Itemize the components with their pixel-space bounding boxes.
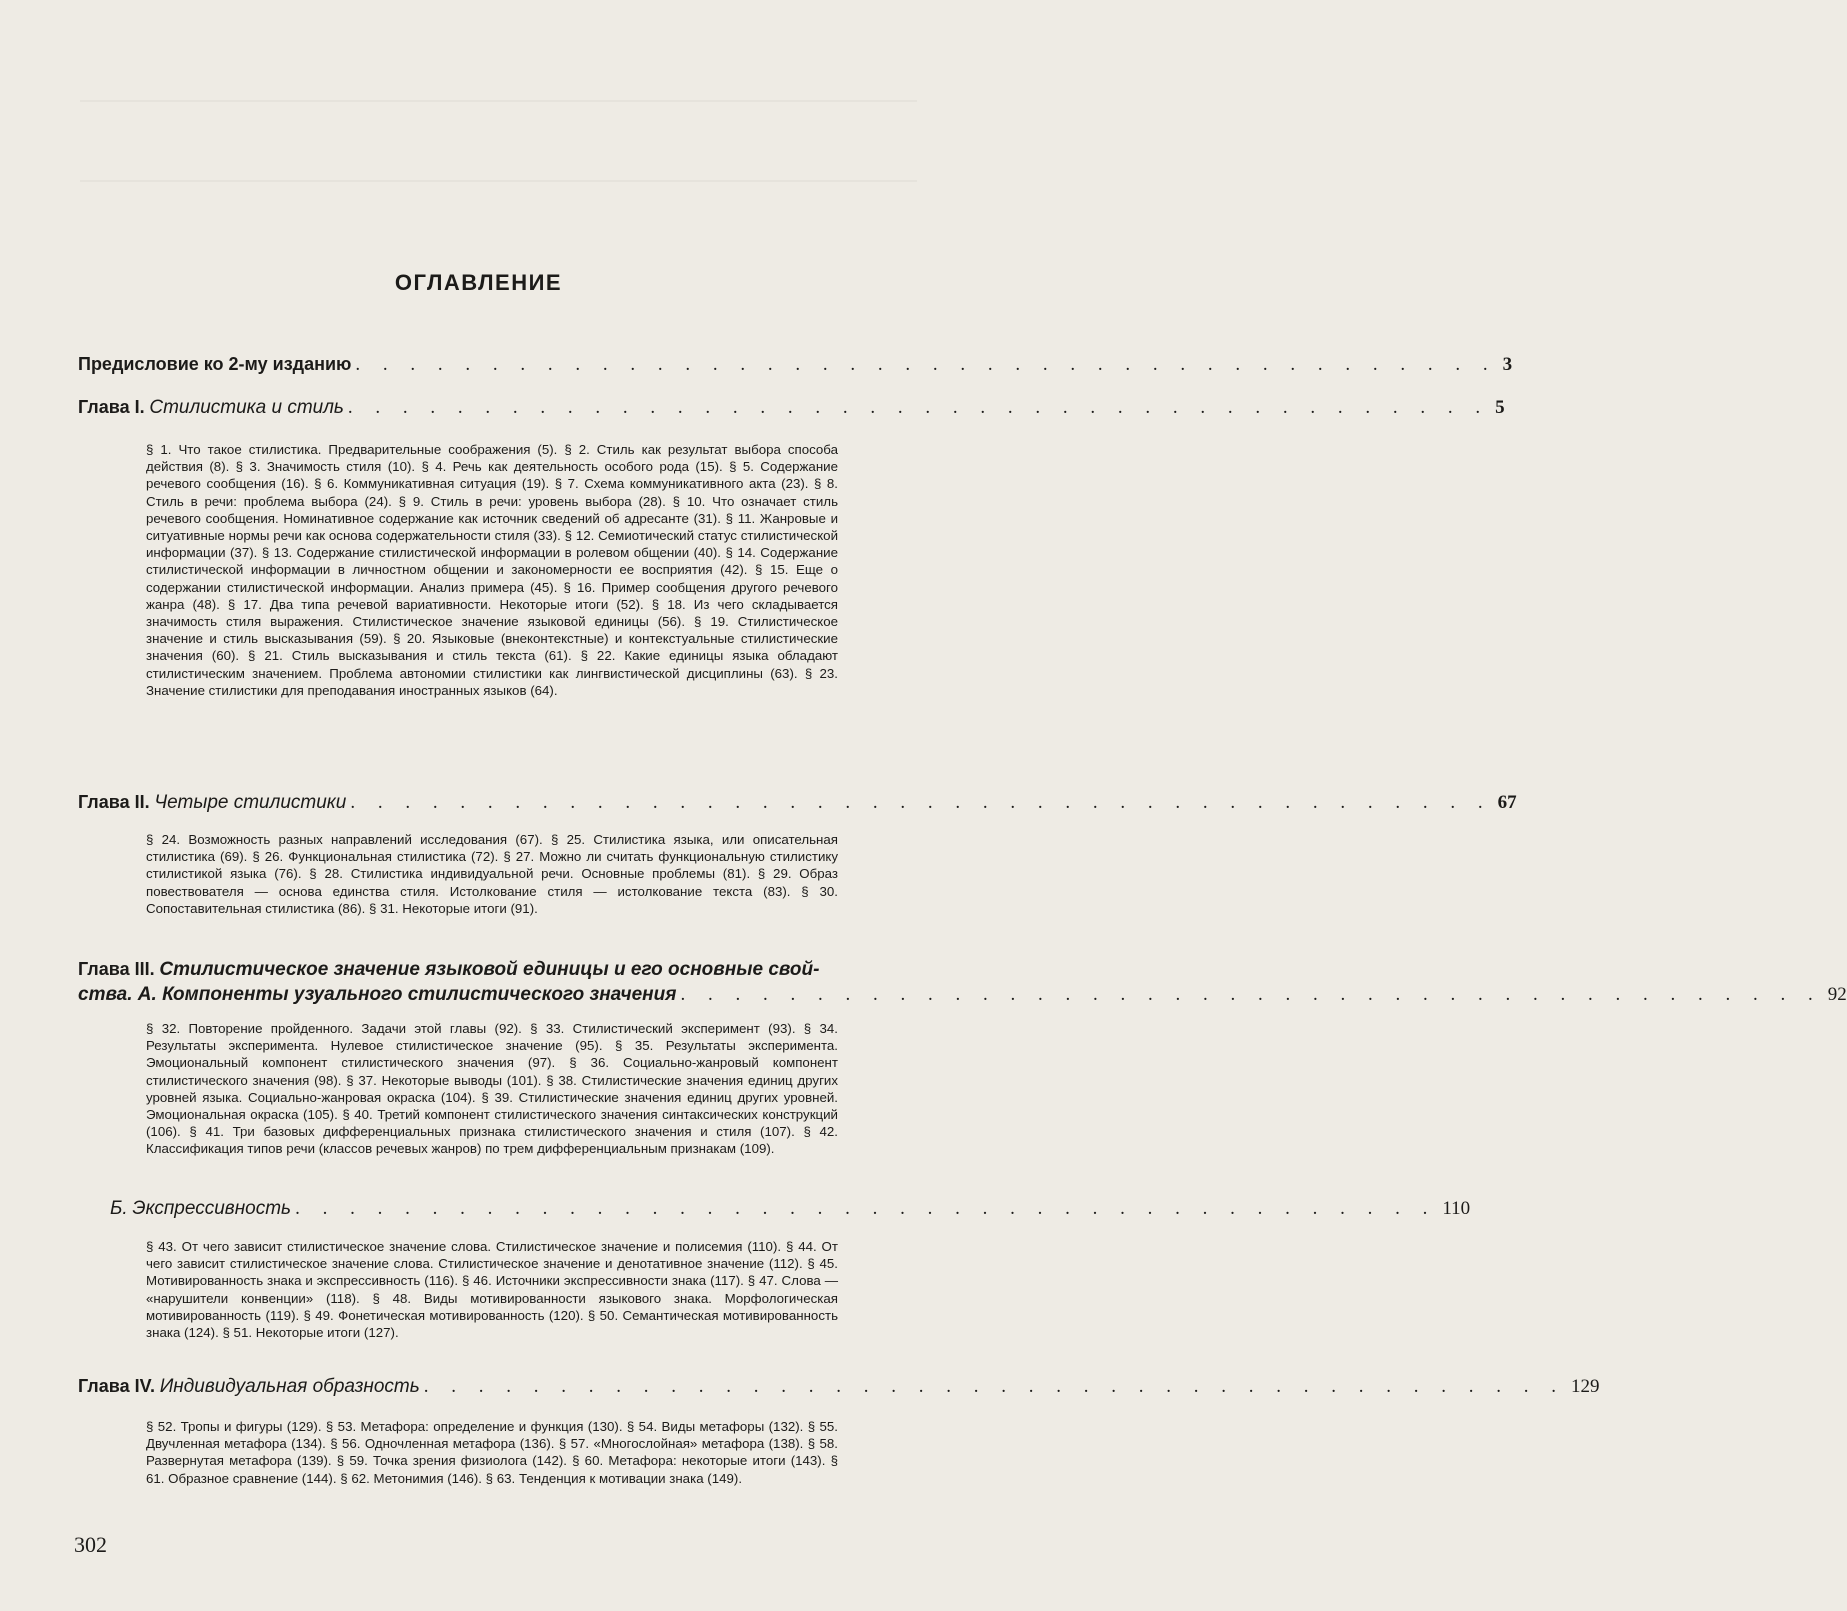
dot-leader: . . . . . . . . . . . . . . . . . . . . . . . . . . . . . . . . . . . . . . . . . . [295,1198,1437,1219]
entry-label: Предисловие ко 2-му изданию [78,354,352,374]
chapter-1-sections: § 1. Что такое стилистика. Предварительные соображения (5). § 2. Стиль как результат выбора способа действия (8). § 3. Значимость стиля (10). § 4. Речь как деятельность особого рода (15). § 5. Содержание речевого сообщения (16). § 6. Коммуникативная ситуация (19). § 7. Схема коммуникативного акта (23). § 8. Стиль в речи: проблема выбора (24). § 9. Стиль в речи: уровень выбора (28). § 10. Что означает стиль речевого сообщения. Номинативное содержание как источник сведений об адресанте (31). § 11. Жанровые и ситуативные нормы речи как основа содержательности стиля (33). § 12. Семиотический статус стилистической информации (37). § 13. Содержание стилистической информации в ролевом общении (40). § 14. Содержание стилистической информации в личностном общении и закономерности ее восприятия (42). § 15. Еще о содержании стилистической информации. Анализ примера (45). § 16. Пример сообщения другого речевого жанра (48). § 17. Два типа речевой вариативности. Некоторые итоги (52). § 18. Из чего складывается значимость стиля выражения. Стилистическое значение языковой единицы (56). § 19. Стилистическое значение и стиль высказывания (59). § 20. Языковые (внеконтекстные) и контекстуальные стилистические значения (60). § 21. Стиль высказывания и стиль текста (61). § 22. Какие единицы языка обладают стилистическим значением. Проблема автономии стилистики как лингвистической дисциплины (63). § 23. Значение стилистики для преподавания иностранных языков (64). [146,442,838,698]
chapter-label: Глава III. [78,959,155,979]
page-title: ОГЛАВЛЕНИЕ [394,270,563,295]
chapter-label: Глава II. [78,792,150,812]
page-number: 3 [1502,354,1513,375]
section-title: Экспрессивность [132,1198,292,1219]
chapter-title-line-1: Стилистическое значение языковой единицы и его основные свой- [159,959,820,980]
page-folio: 302 [74,1532,107,1557]
toc-entry-chapter-3 [78,957,1847,1007]
dot-leader: . . . . . . . . . . . . . . . . . . . . . . . . . . . . . . . . . . . . . . . . . . [350,792,1492,813]
toc-entry-preface [78,352,1513,377]
toc-entry-chapter-4 [78,1374,1600,1399]
section-label: Б. [110,1198,128,1219]
bleed-through-shade [80,180,917,182]
chapter-title: Стилистика и стиль [149,397,344,418]
dot-leader: . . . . . . . . . . . . . . . . . . . . . . . . . . . . . . . . . . . . . . . . . . [423,1376,1565,1397]
chapter-4-sections: § 52. Тропы и фигуры (129). § 53. Метафора: определение и функция (130). § 54. Виды метафоры (132). § 55. Двучленная метафора (134). § 56. Одночленная метафора (136). § 57. «Многослойная» метафора (138). § 58. Развернутая метафора (139). § 59. Точка зрения физиолога (142). § 60. Метафора: некоторые итоги (143). § 61. Образное сравнение (144). § 62. Метонимия (146). § 63. Тенденция к мотивации знака (149). [146,1419,838,1486]
dot-leader: . . . . . . . . . . . . . . . . . . . . . . . . . . . . . . . . . . . . . . . . . . [347,397,1490,418]
toc-entry-chapter-1 [78,395,1505,420]
page-number: 92 [1827,984,1847,1005]
page-number: 67 [1497,792,1517,813]
page-number: 129 [1571,1376,1600,1397]
dot-leader: . . . . . . . . . . . . . . . . . . . . . . . . . . . . . . . . . . . . . . . . . . [355,354,1497,375]
page-number: 5 [1495,397,1505,418]
chapter-3-sections: § 32. Повторение пройденного. Задачи этой главы (92). § 33. Стилистический эксперимент (93). § 34. Результаты эксперимента. Нулевое стилистическое значение (95). § 35. Результаты эксперимента. Эмоциональный компонент стилистического значения (97). § 36. Социально-жанровый компонент стилистического значения (98). § 37. Некоторые выводы (101). § 38. Стилистические значения единиц других уровней языка. Социально-жанровая окраска (104). § 39. Стилистические значения единиц других уровней. Эмоциональная окраска (105). § 40. Третий компонент стилистического значения синтаксических конструкций (106). § 41. Три базовых дифференциальных признака стилистического значения и стиля (107). § 42. Классификация типов речи (классов речевых жанров) по трем дифференциальным признакам (109). [146,1021,838,1157]
page-number: 110 [1442,1198,1471,1219]
bleed-through-shade [80,100,917,102]
chapter-3b-sections: § 43. От чего зависит стилистическое значение слова. Стилистическое значение и полисемия (110). § 44. От чего зависит стилистическое значение слова. Стилистическое значение и денотативное значение (112). § 45. Мотивированность знака и экспрессивность (116). § 46. Источники экспрессивности знака (117). § 47. Слова — «нарушители конвенции» (118). § 48. Виды мотивированности языкового знака. Морфологическая мотивированность (119). § 49. Фонетическая мотивированность (120). § 50. Семантическая мотивированность знака (124). § 51. Некоторые итоги (127). [146,1239,838,1341]
toc-entry-chapter-3b [110,1196,1471,1221]
chapter-title-line-2: ства. А. Компоненты узуального стилистического значения [78,984,677,1005]
chapter-title: Четыре стилистики [154,792,347,813]
chapter-label: Глава I. [78,397,145,417]
chapter-title: Индивидуальная образность [159,1376,420,1397]
dot-leader: . . . . . . . . . . . . . . . . . . . . . . . . . . . . . . . . . . . . . . . . . . [680,984,1822,1005]
chapter-2-sections: § 24. Возможность разных направлений исследования (67). § 25. Стилистика языка, или описательная стилистика (69). § 26. Функциональная стилистика (72). § 27. Можно ли считать функциональную стилистику стилистикой языка (76). § 28. Стилистика индивидуальной речи. Основные проблемы (81). § 29. Образ повествователя — основа единства стиля. Истолкование стиля — истолкование текста (83). § 30. Сопоставительная стилистика (86). § 31. Некоторые итоги (91). [146,832,838,916]
toc-entry-chapter-2 [78,790,1517,815]
chapter-label: Глава IV. [78,1376,155,1396]
